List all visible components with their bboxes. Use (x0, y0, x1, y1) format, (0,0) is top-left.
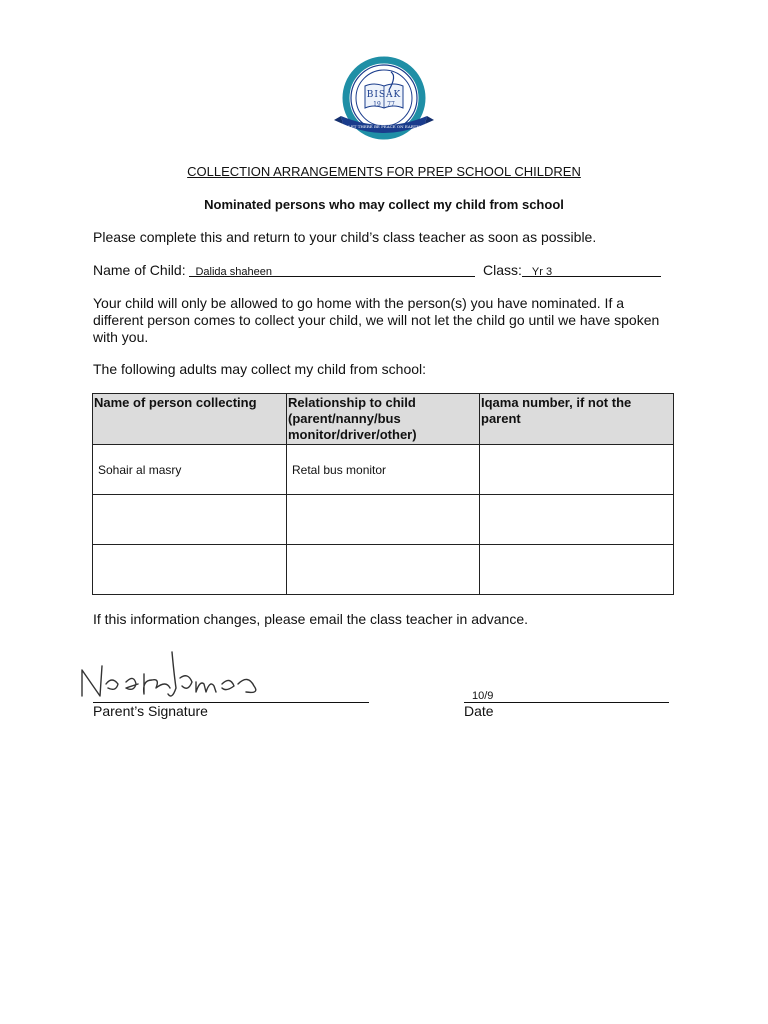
table-row (93, 445, 674, 495)
page-title: COLLECTION ARRANGEMENTS FOR PREP SCHOOL CHILDREN (187, 164, 581, 179)
table-intro-text: The following adults may collect my child from school: (93, 361, 427, 377)
svg-text:LET THERE BE PEACE ON EARTH: LET THERE BE PEACE ON EARTH (348, 124, 420, 129)
signature-label: Parent’s Signature (93, 703, 208, 719)
table-cell-iqama[interactable] (480, 495, 674, 545)
table-row (93, 495, 674, 545)
date-label: Date (464, 703, 494, 719)
svg-text:77: 77 (387, 101, 395, 108)
header-name: Name of person collecting (93, 394, 287, 445)
child-name-value[interactable]: Dalida shaheen (189, 262, 475, 277)
table-row (93, 545, 674, 595)
class-value[interactable]: Yr 3 (522, 262, 661, 277)
child-name-field (93, 262, 475, 278)
table-cell-iqama[interactable] (480, 445, 674, 495)
date-line (464, 702, 669, 703)
table-cell-relationship[interactable]: Retal bus monitor (287, 445, 480, 495)
table-cell-relationship[interactable] (287, 495, 480, 545)
header-relationship: Relationship to child (parent/nanny/bus monitor/driver/other) (287, 394, 480, 445)
table-cell-name[interactable] (93, 545, 287, 595)
footer-note: If this information changes, please email the class teacher in advance. (93, 611, 529, 627)
notice-text: Your child will only be allowed to go home with the person(s) you have nominated. If a different person comes to collect your child, we will not let the child go until we have spoken with you. (93, 295, 660, 345)
school-crest-logo (331, 56, 437, 144)
date-value[interactable]: 10/9 (472, 690, 494, 702)
class-field (483, 262, 661, 278)
table-cell-name[interactable]: Sohair al masry (93, 445, 287, 495)
svg-text:BISAK: BISAK (366, 90, 402, 100)
table-header-row (93, 394, 674, 445)
handwritten-signature (76, 644, 276, 704)
table-cell-relationship[interactable] (287, 545, 480, 595)
table-cell-name[interactable] (93, 495, 287, 545)
header-iqama: Iqama number, if not the parent (480, 394, 674, 445)
instructions-text: Please complete this and return to your child’s class teacher as soon as possible. (93, 229, 597, 245)
svg-text:19: 19 (373, 101, 381, 108)
class-label: Class: (483, 262, 522, 278)
child-name-label: Name of Child: (93, 262, 186, 278)
nominees-table (92, 393, 674, 595)
page-subtitle: Nominated persons who may collect my child from school (204, 197, 564, 212)
table-cell-iqama[interactable] (480, 545, 674, 595)
